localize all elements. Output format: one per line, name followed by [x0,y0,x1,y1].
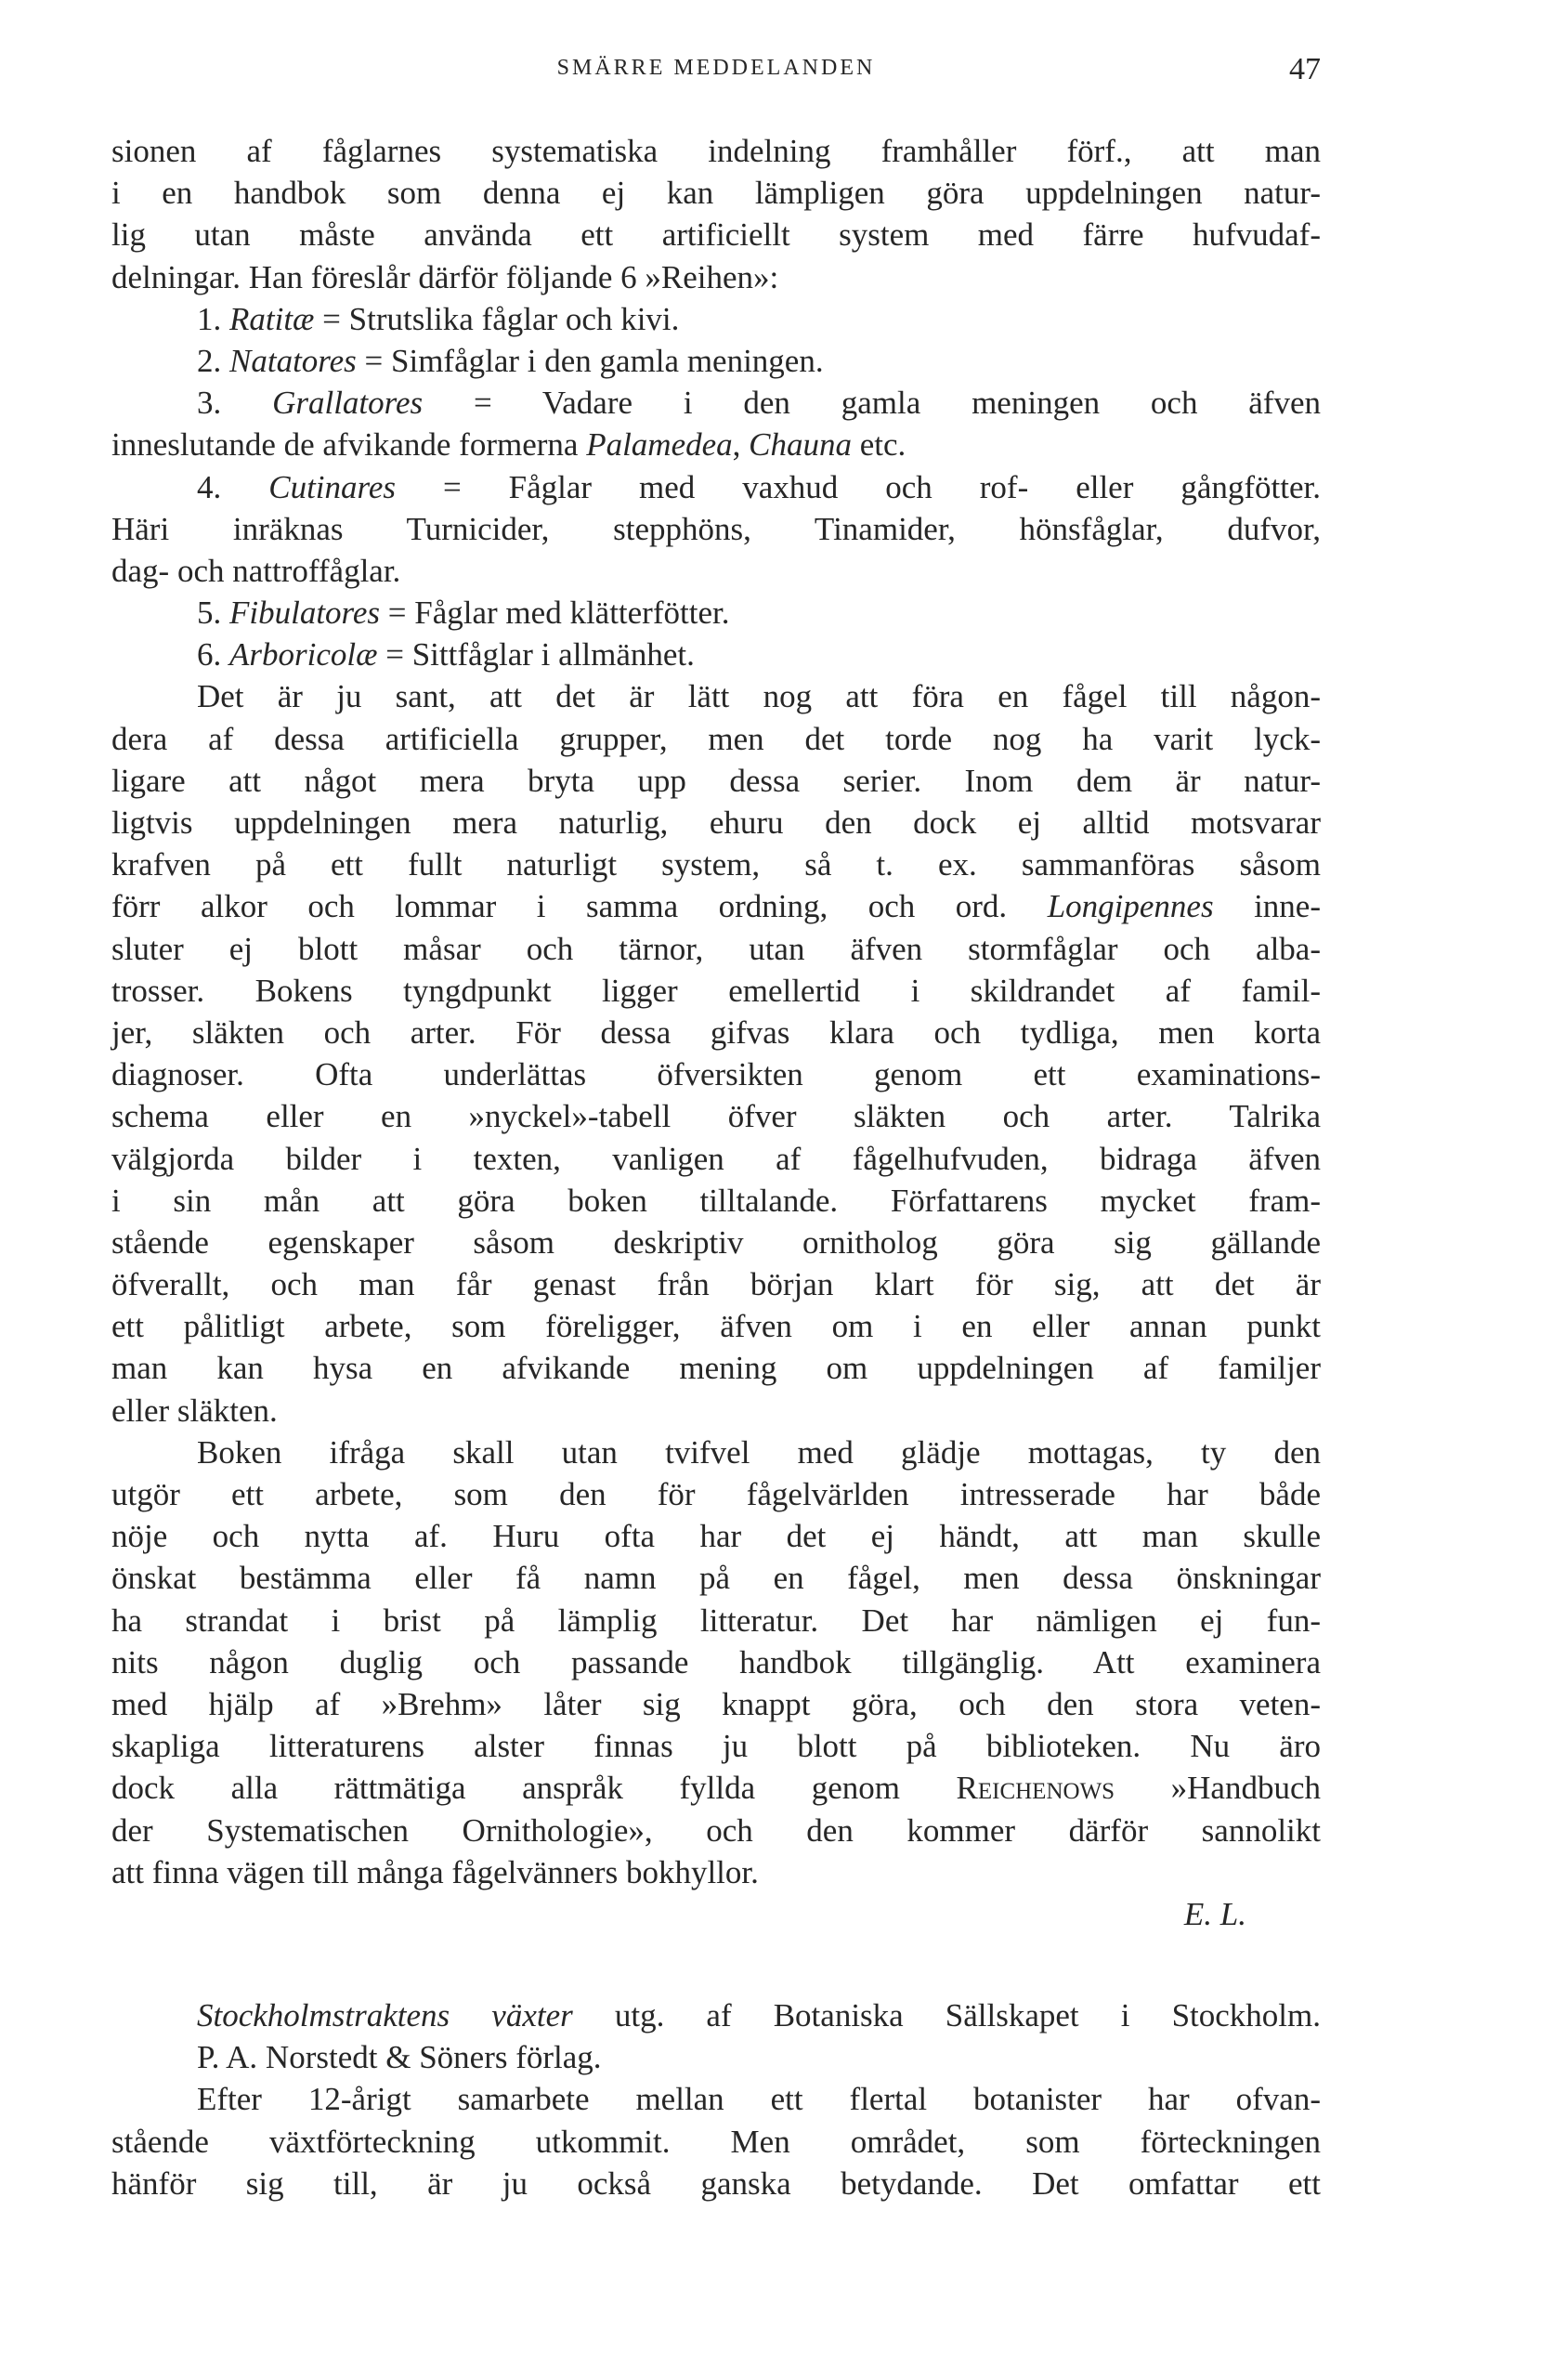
body-text [111,130,1321,2204]
text-line: eller släkten. [111,1392,278,1429]
signature: E. L. [1183,1895,1246,1932]
text-line: ligare att något mera bryta upp dessa serier. Inom dem är natur- [111,762,1321,799]
page-header [111,52,1321,89]
text-line: förr alkor och lommar i samma ordning, och ord. Longipennes inne- [111,888,1321,925]
list-item: 1. Ratitæ = Strutslika fåglar och kivi. [197,300,680,337]
text-line: Häri inräknas Turnicider, stepphöns, Tinamider, hönsfåglar, dufvor, [111,510,1321,547]
text-line: nöje och nytta af. Huru ofta har det ej händt, att man skulle [111,1518,1321,1555]
text-line: inneslutande de afvikande formerna Palamedea, Chauna etc. [111,426,906,464]
review-publisher: P. A. Norstedt & Söners förlag. [197,2039,602,2076]
text-line: ha strandat i brist på lämplig litteratur. Det har nämligen ej fun- [111,1602,1321,1639]
text-line: ligtvis uppdelningen mera naturlig, ehuru den dock ej alltid motsvarar [111,804,1321,841]
text-line: hänför sig till, är ju också ganska betydande. Det omfattar ett [111,2164,1321,2202]
list-item: 3. Grallatores = Vadare i den gamla meningen och äfven [197,385,1321,422]
text-line: schema eller en »nyckel»-tabell öfver släkten och arter. Talrika [111,1098,1321,1135]
text-line: man kan hysa en afvikande mening om uppdelningen af familjer [111,1350,1321,1387]
text-line: skapliga litteraturens alster finnas ju blott på biblioteken. Nu äro [111,1728,1321,1765]
text-line: önskat bestämma eller få namn på en fågel, men dessa önskningar [111,1560,1321,1597]
text-line: Det är ju sant, att det är lätt nog att föra en fågel till någon- [197,678,1321,715]
text-line: med hjälp af »Brehm» låter sig knappt göra, och den stora veten- [111,1685,1321,1722]
text-line: sionen af fåglarnes systematiska indelning framhåller förf., att man [111,133,1321,169]
text-line: att finna vägen till många fågelvänners bokhyllor. [111,1853,759,1890]
text-line: Boken ifråga skall utan tvifvel med glädje mottagas, ty den [197,1433,1321,1471]
text-line: sluter ej blott måsar och tärnor, utan äfven stormfåglar och alba- [111,930,1321,967]
text-line: trosser. Bokens tyngdpunkt ligger emellertid i skildrandet af famil- [111,972,1321,1009]
text-line: i sin mån att göra boken tilltalande. Författarens mycket fram- [111,1182,1321,1219]
text-line: nits någon duglig och passande handbok tillgänglig. Att examinera [111,1643,1321,1680]
text-line: jer, släkten och arter. För dessa gifvas klara och tydliga, men korta [111,1013,1321,1051]
text-line: dag- och nattroffåglar. [111,552,401,589]
text-line: krafven på ett fullt naturligt system, så t. ex. sammanföras såsom [111,846,1321,883]
text-line: i en handbok som denna ej kan lämpligen göra uppdelningen natur- [111,175,1321,212]
text-line: utgör ett arbete, som den för fågelvärlden intresserade har både [111,1476,1321,1512]
list-item: 4. Cutinares = Fåglar med vaxhud och rof- eller gångfötter. [197,468,1321,505]
text-line: lig utan måste använda ett artificiellt system med färre hufvudaf- [111,216,1321,254]
review-title: Stockholmstraktens växter utg. af Botaniska Sällskapet i Stockholm. [197,1997,1322,2034]
running-title: SMÄRRE MEDDELANDEN [556,56,876,80]
text-line: der Systematischen Ornithologie», och den kommer därför sannolikt [111,1811,1321,1849]
text-line: Efter 12-årigt samarbete mellan ett flertal botanister har ofvan- [197,2081,1321,2118]
list-item: 6. Arboricolæ = Sittfåglar i allmänhet. [197,636,695,673]
list-item: 5. Fibulatores = Fåglar med klätterfötter. [197,595,730,632]
text-line: öfverallt, och man får genast från början klart för sig, att det är [111,1266,1321,1303]
text-line: stående egenskaper såsom deskriptiv ornitholog göra sig gällande [111,1223,1321,1261]
text-line: stående växtförteckning utkommit. Men området, som förteckningen [111,2123,1321,2160]
text-line: välgjorda bilder i texten, vanligen af fågelhufvuden, bidraga äfven [111,1140,1321,1177]
text-line: ett pålitligt arbete, som föreligger, äfven om i en eller annan punkt [111,1308,1321,1345]
text-line: diagnoser. Ofta underlättas öfversikten genom ett examinations- [111,1056,1321,1093]
text-line: dera af dessa artificiella grupper, men det torde nog ha varit lyck- [111,720,1321,757]
text-line: delningar. Han föreslår därför följande 6 »Reihen»: [111,258,779,295]
page-number: 47 [1289,52,1321,86]
list-item: 2. Natatores = Simfåglar i den gamla meningen. [197,342,824,379]
text-line: dock alla rättmätiga anspråk fyllda genom Reichenows »Handbuch [111,1770,1321,1807]
